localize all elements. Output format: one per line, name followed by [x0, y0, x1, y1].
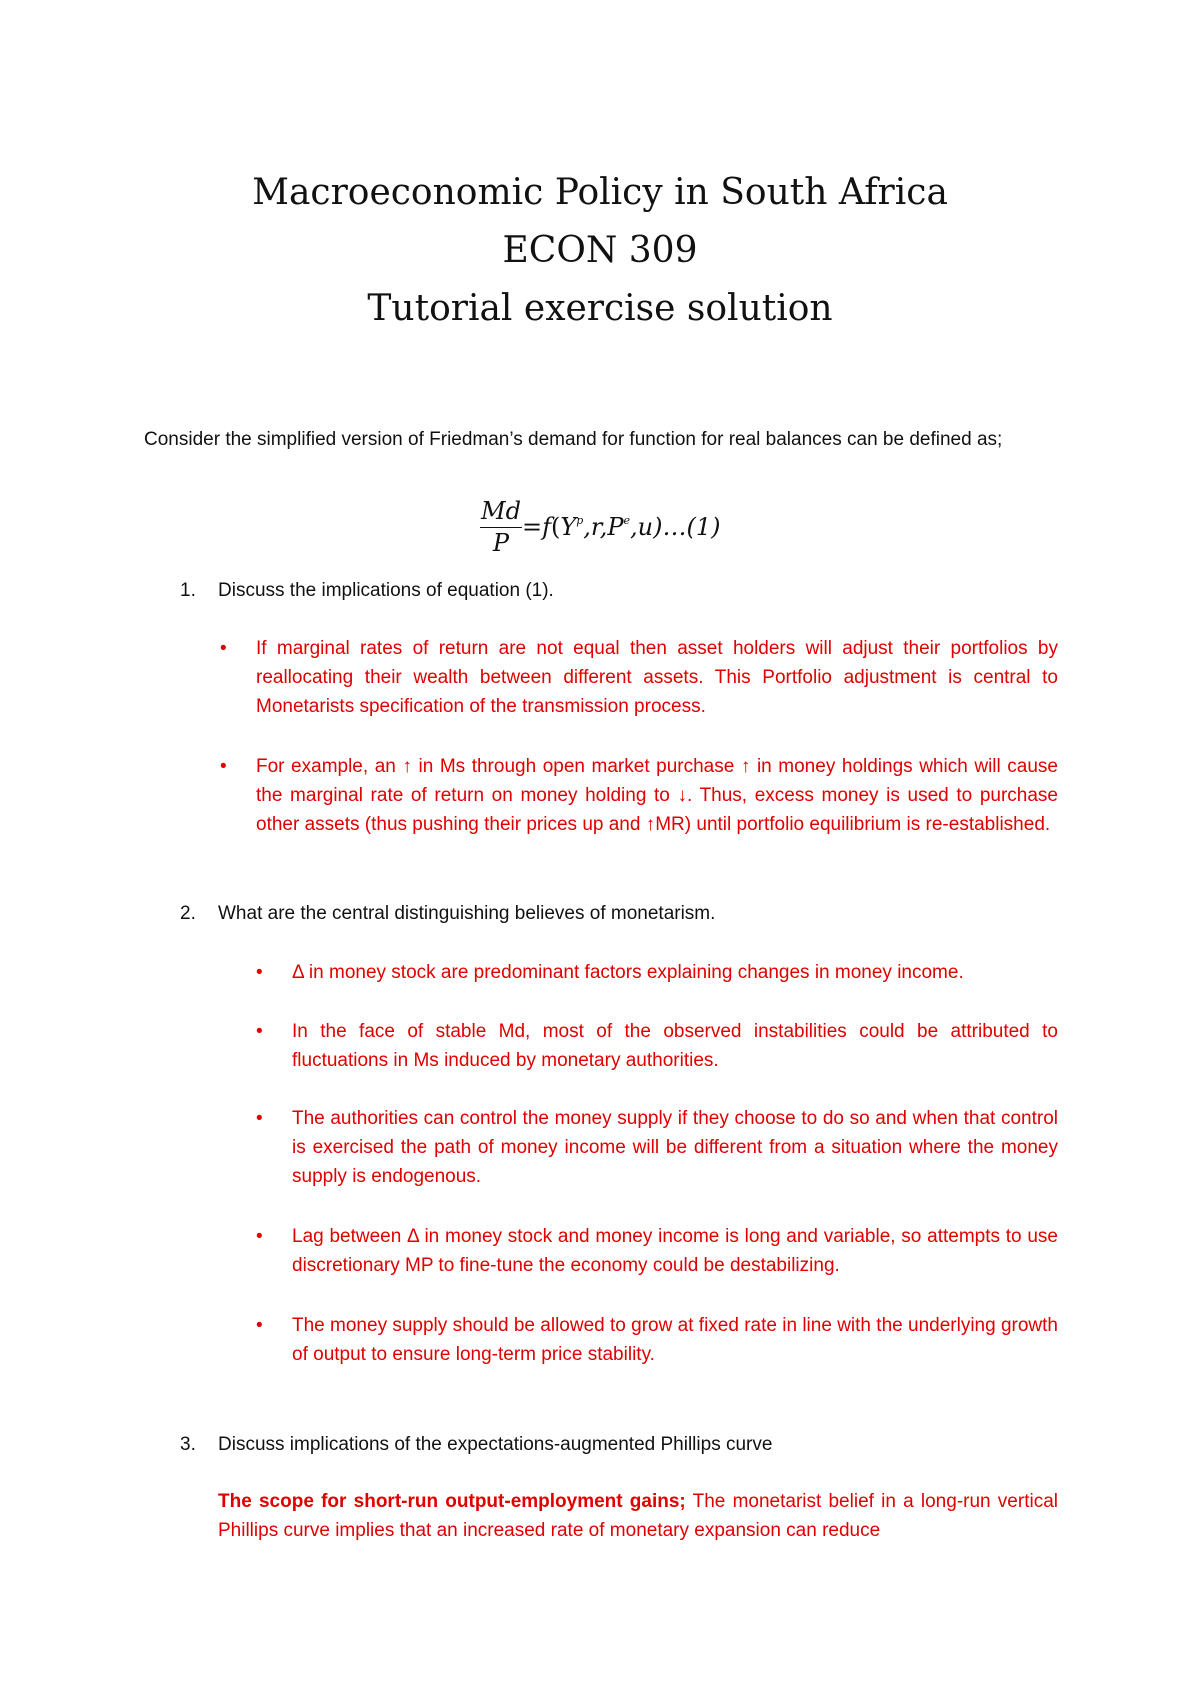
- answer-bullet: [256, 1104, 1058, 1191]
- equation-y: Y: [560, 513, 577, 541]
- bullet-icon: •: [256, 1226, 263, 1247]
- bullet-icon: •: [256, 1315, 263, 1336]
- question-number: 2.: [180, 903, 196, 924]
- question-text: What are the central distinguishing believes of monetarism.: [218, 903, 716, 924]
- bullet-icon: •: [220, 756, 227, 777]
- bullet-icon: •: [256, 962, 263, 983]
- bullet-text: Lag between Δ in money stock and money income is long and variable, so attempts to use discretionary MP to fine-tune the economy could be destabilizing.: [292, 1226, 1058, 1276]
- answer-heading: The scope for short-run output-employment gains;: [218, 1491, 686, 1512]
- equation-function: f: [542, 513, 551, 541]
- answer-bullet: [256, 1017, 1058, 1075]
- bullet-text: In the face of stable Md, most of the observed instabilities could be attributed to fluctuations in Ms induced by monetary authorities.: [292, 1021, 1058, 1071]
- bullet-icon: •: [220, 638, 227, 659]
- answer-bullet: [256, 1222, 1058, 1280]
- equation-y-superscript: p: [576, 514, 584, 527]
- answer-paragraph: [218, 1487, 1058, 1545]
- bullet-text: The money supply should be allowed to grow at fixed rate in line with the underlying growth of output to ensure long-term price stability.: [292, 1315, 1058, 1365]
- equation-tail: ,u)…(1): [630, 513, 721, 541]
- answer-bullet: [220, 634, 1058, 721]
- bullet-text: For example, an ↑ in Ms through open market purchase ↑ in money holdings which will cause the marginal rate of return on money holding to ↓. Thus, excess money is used to purchase other assets (thus pushing their prices up and ↑MR) until portfolio equilibrium is re-established.: [256, 756, 1058, 835]
- equation-rhs: [522, 512, 720, 547]
- bullet-text: The authorities can control the money supply if they choose to do so and when that control is exercised the path of money income will be different from a situation where the money supply is endogenous.: [292, 1108, 1058, 1187]
- question-text: Discuss the implications of equation (1).: [218, 580, 554, 601]
- question-number: 3.: [180, 1434, 196, 1455]
- course-code: ECON 309: [502, 230, 698, 271]
- bullet-icon: •: [256, 1108, 263, 1129]
- answer-bullet: [220, 752, 1058, 839]
- equation-equals: =: [522, 513, 543, 541]
- intro-paragraph: Consider the simplified version of Friedman’s demand for function for real balances can be defined as;: [144, 429, 1003, 450]
- answer-text: The monetarist belief in a long-run vertical Phillips curve implies that an increased rate of monetary expansion can reduce: [218, 1491, 1058, 1541]
- question-number: 1.: [180, 580, 196, 601]
- document-title: Macroeconomic Policy in South Africa: [252, 172, 948, 213]
- answer-bullet: [256, 958, 1058, 987]
- equation-args: ,r,P: [583, 513, 624, 541]
- fraction-bar: [480, 527, 522, 528]
- answer-bullet: [256, 1311, 1058, 1369]
- money-demand-equation: [0, 496, 1200, 556]
- equation-pe-superscript: e: [623, 514, 631, 527]
- question-text: Discuss implications of the expectations-augmented Phillips curve: [218, 1434, 773, 1455]
- equation-numerator: Md: [481, 497, 521, 525]
- equation-open-paren: (: [551, 513, 561, 541]
- bullet-text: If marginal rates of return are not equal then asset holders will adjust their portfolios by reallocating their wealth between different assets. This Portfolio adjustment is central to Monetarists specification of the transmission process.: [256, 638, 1058, 717]
- bullet-text: Δ in money stock are predominant factors explaining changes in money income.: [292, 962, 964, 983]
- equation-fraction: [480, 496, 522, 557]
- equation-denominator: P: [492, 529, 510, 557]
- bullet-icon: •: [256, 1021, 263, 1042]
- document-subtitle: Tutorial exercise solution: [367, 288, 833, 329]
